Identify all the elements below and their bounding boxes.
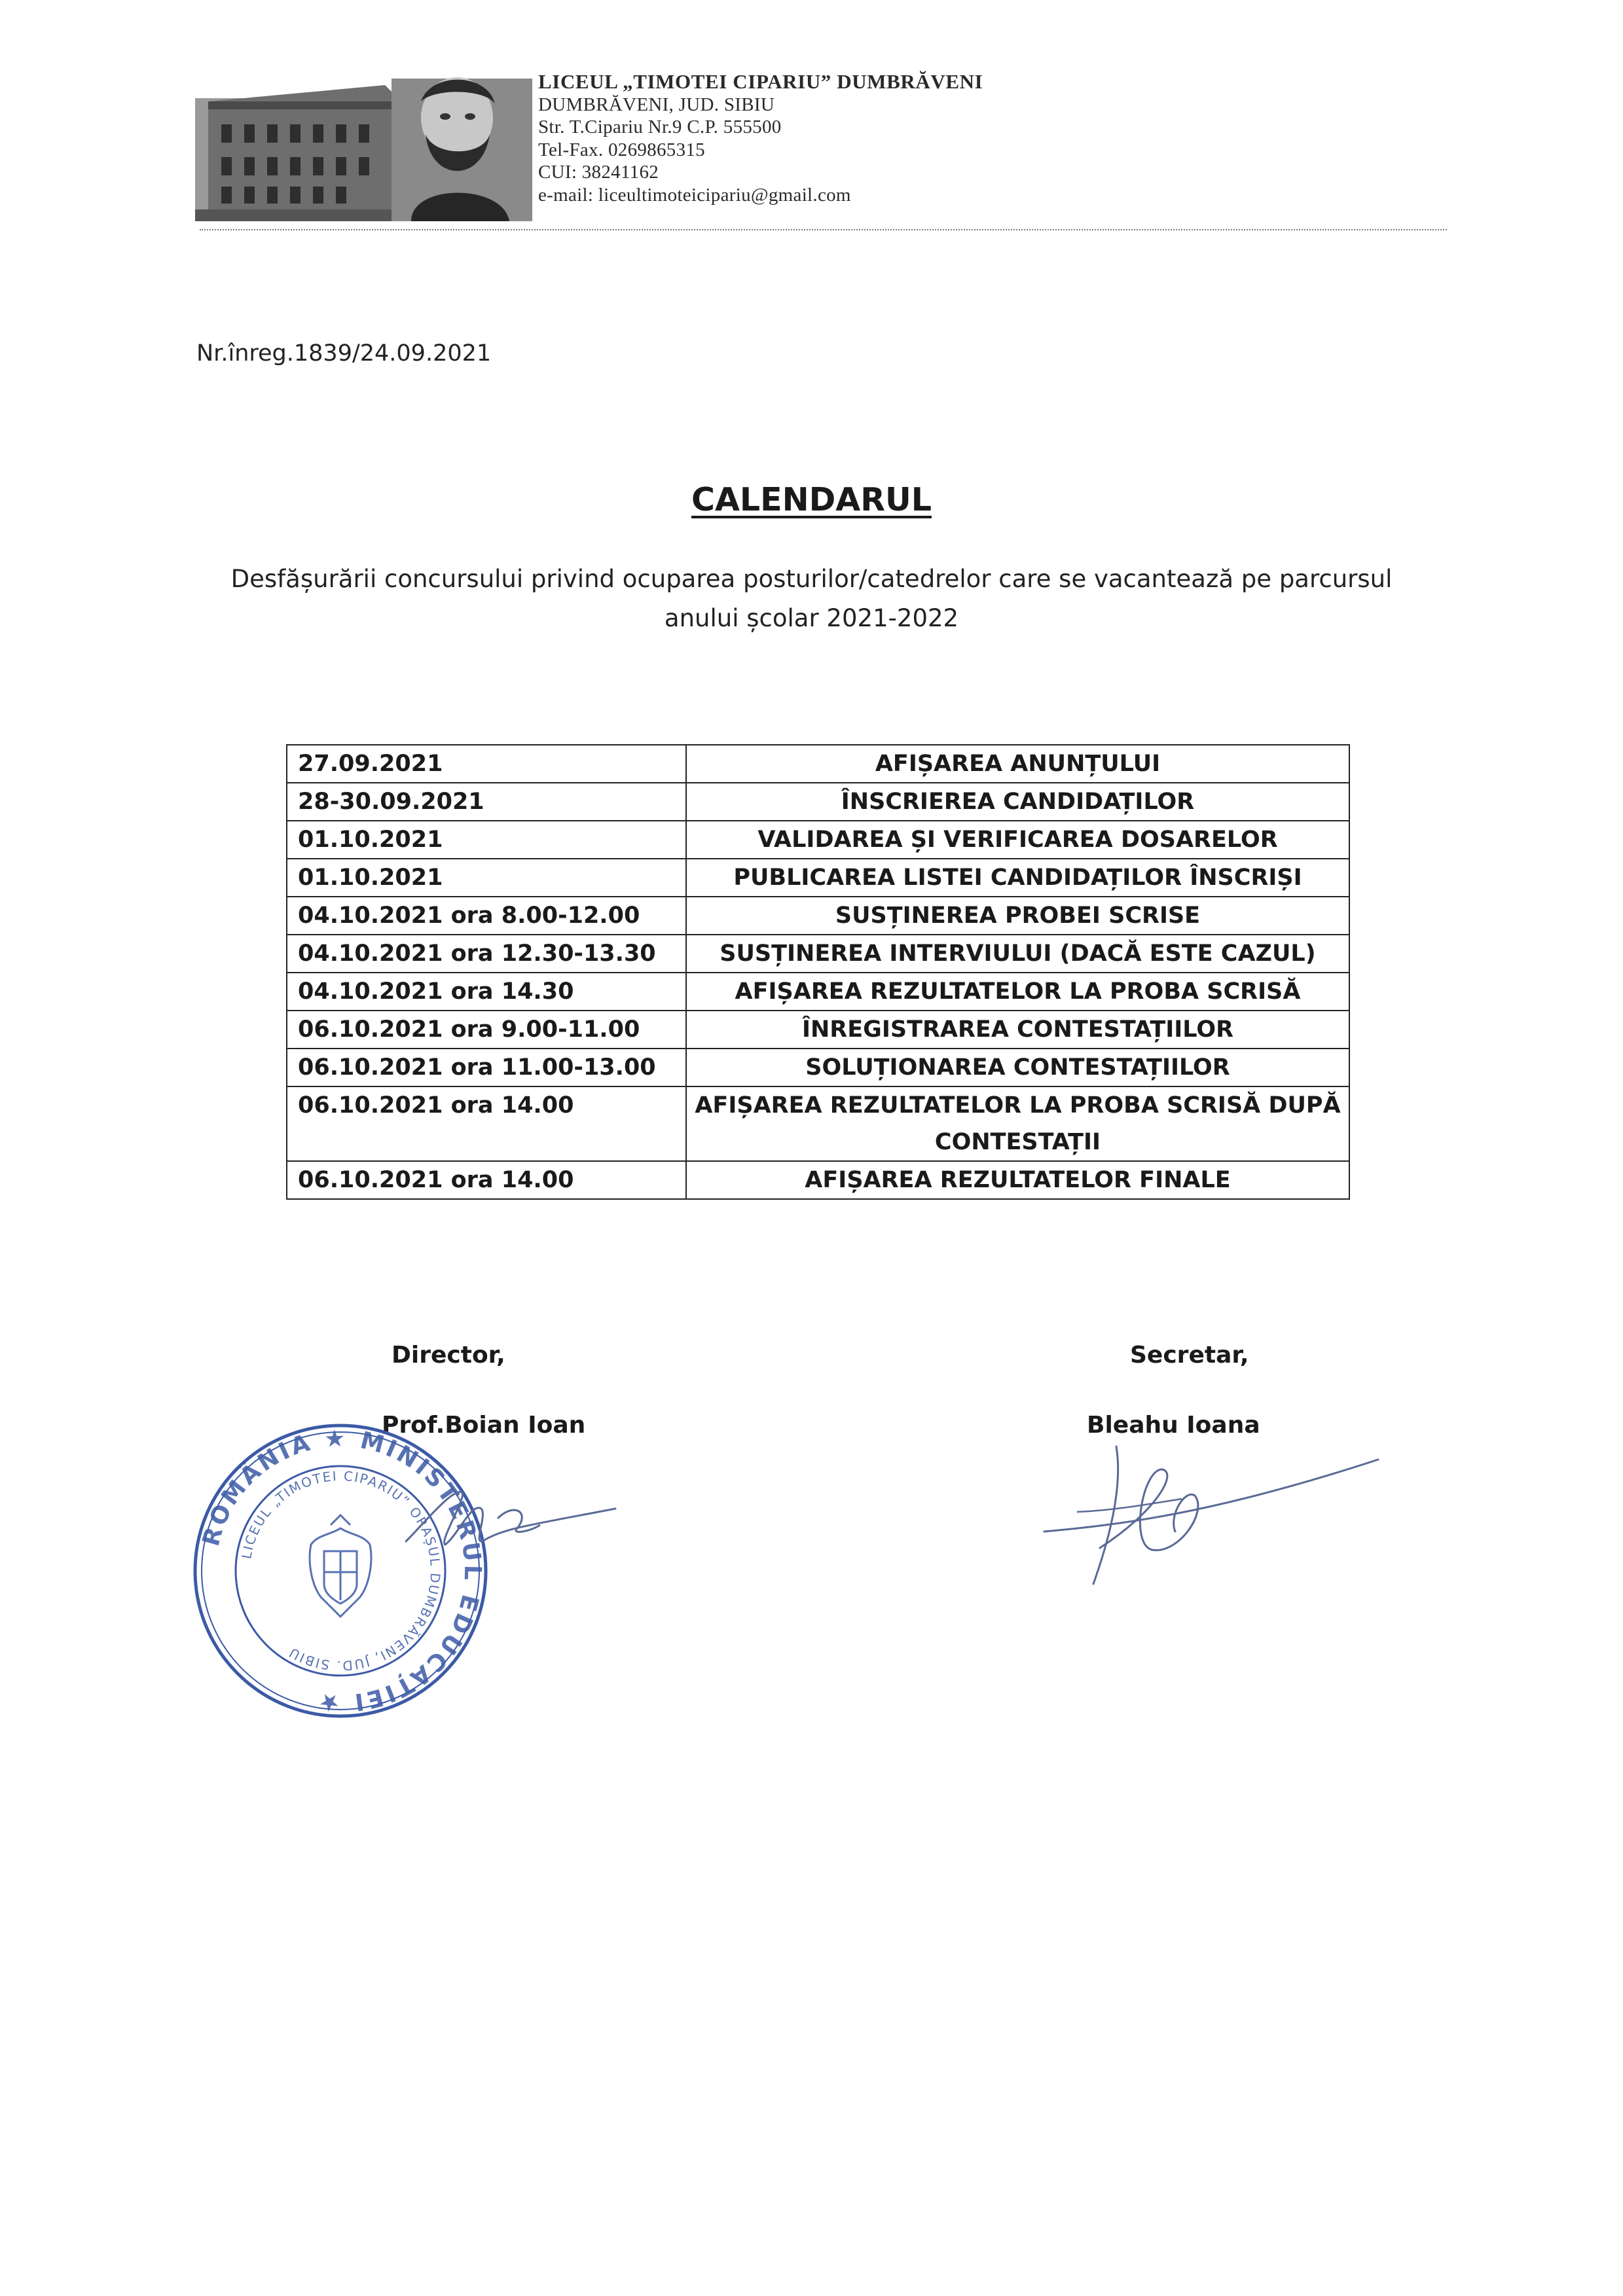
schedule-activity: ÎNSCRIEREA CANDIDAȚILOR — [686, 783, 1349, 821]
stamp-inner-text: LICEUL „TIMOTEI CIPARIU” ORAȘUL DUMBRĂVENI, JUD. SIBIU — [238, 1467, 444, 1674]
table-row — [287, 897, 1349, 935]
schedule-activity: SUSȚINEREA PROBEI SCRISE — [686, 897, 1349, 935]
table-row — [287, 1011, 1349, 1049]
table-row — [287, 783, 1349, 821]
letterhead-text — [538, 71, 983, 206]
registration-number: Nr.înreg.1839/24.09.2021 — [196, 340, 492, 367]
table-row — [287, 1086, 1349, 1161]
school-phone: Tel-Fax. 0269865315 — [538, 139, 705, 160]
schedule-activity: SOLUȚIONAREA CONTESTAȚIILOR — [686, 1049, 1349, 1086]
secretary-role: Secretar, — [1130, 1342, 1249, 1369]
school-building-portrait-logo — [195, 72, 532, 221]
document-subtitle: Desfășurării concursului privind ocuparea posturilor/catedrelor care se vacantează pe parcursul anului școlar 2021-2022 — [230, 565, 1393, 632]
schedule-date: 06.10.2021 ora 9.00-11.00 — [287, 1011, 686, 1049]
schedule-activity: VALIDAREA ȘI VERIFICAREA DOSARELOR — [686, 821, 1349, 859]
schedule-date: 06.10.2021 ora 11.00-13.00 — [287, 1049, 686, 1086]
school-name: LICEUL „TIMOTEI CIPARIU” DUMBRĂVENI — [538, 70, 983, 93]
school-email: e-mail: liceultimoteicipariu@gmail.com — [538, 184, 851, 206]
schedule-date: 04.10.2021 ora 8.00-12.00 — [287, 897, 686, 935]
letterhead-divider — [200, 229, 1447, 230]
document-title: CALENDARUL — [691, 481, 932, 518]
school-cui: CUI: 38241162 — [538, 162, 659, 183]
schedule-date: 28-30.09.2021 — [287, 783, 686, 821]
table-row — [287, 745, 1349, 783]
schedule-date: 01.10.2021 — [287, 821, 686, 859]
table-row — [287, 1161, 1349, 1199]
schedule-activity: ÎNREGISTRAREA CONTESTAȚIILOR — [686, 1011, 1349, 1049]
schedule-activity: PUBLICAREA LISTEI CANDIDAȚILOR ÎNSCRIȘI — [686, 859, 1349, 897]
table-row — [287, 821, 1349, 859]
schedule-activity: AFIȘAREA REZULTATELOR LA PROBA SCRISĂ DUPĂ CONTESTAȚII — [686, 1086, 1349, 1161]
secretary-signature — [1038, 1433, 1385, 1604]
secretary-name: Bleahu Ioana — [1087, 1412, 1260, 1439]
schedule-date: 01.10.2021 — [287, 859, 686, 897]
schedule-activity: AFIȘAREA REZULTATELOR FINALE — [686, 1161, 1349, 1199]
table-row — [287, 859, 1349, 897]
stamp-outer-text: ROMÂNIA ★ MINISTERUL EDUCAȚIEI ★ — [197, 1425, 486, 1717]
schedule-date: 27.09.2021 — [287, 745, 686, 783]
coat-of-arms-icon — [310, 1515, 371, 1617]
school-town: DUMBRĂVENI, JUD. SIBIU — [538, 94, 775, 115]
schedule-date: 04.10.2021 ora 14.30 — [287, 973, 686, 1011]
table-row — [287, 1049, 1349, 1086]
director-role: Director, — [392, 1342, 505, 1369]
schedule-activity: SUSȚINEREA INTERVIULUI (DACĂ ESTE CAZUL) — [686, 935, 1349, 973]
schedule-table — [286, 744, 1350, 1200]
school-address: Str. T.Cipariu Nr.9 C.P. 555500 — [538, 117, 782, 137]
table-row — [287, 935, 1349, 973]
schedule-date: 06.10.2021 ora 14.00 — [287, 1161, 686, 1199]
schedule-date: 04.10.2021 ora 12.30-13.30 — [287, 935, 686, 973]
table-row — [287, 973, 1349, 1011]
schedule-activity: AFIȘAREA ANUNȚULUI — [686, 745, 1349, 783]
schedule-date: 06.10.2021 ora 14.00 — [287, 1086, 686, 1161]
schedule-activity: AFIȘAREA REZULTATELOR LA PROBA SCRISĂ — [686, 973, 1349, 1011]
director-name: Prof.Boian Ioan — [382, 1412, 586, 1439]
director-signature — [399, 1463, 622, 1568]
